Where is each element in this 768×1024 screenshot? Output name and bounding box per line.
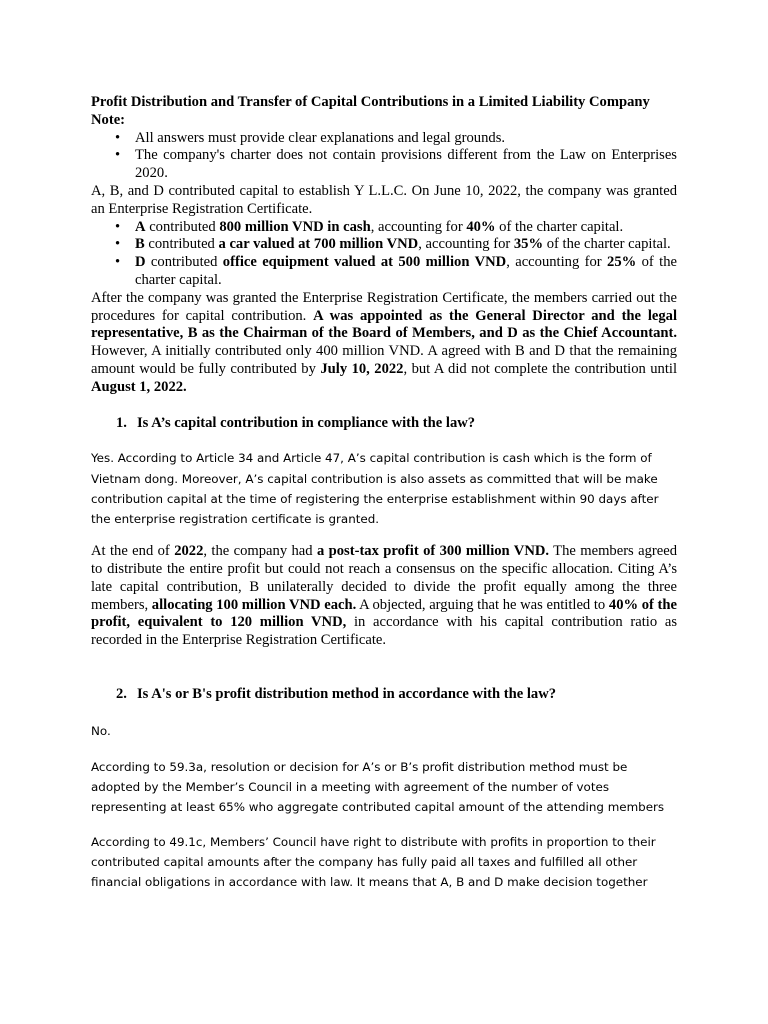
- contribution-item: • D contributed office equipment valued at 500 million VND, accounting for 25% of the charter capital.: [91, 254, 677, 290]
- document-page: [91, 94, 677, 892]
- note-list: [91, 130, 677, 183]
- note-item: • All answers must provide clear explanations and legal grounds.: [91, 130, 677, 148]
- facts-paragraph: After the company was granted the Enterprise Registration Certificate, the members carried out the procedures for capital contribution. A was appointed as the General Director and the legal representative, B as the Chairman of the Board of Members, and D as the Chief Accountant. However, A initially contributed only 400 million VND. A agreed with B and D that the remaining amount would be fully contributed by July 10, 2022, but A did not complete the contribution until August 1, 2022.: [91, 289, 678, 395]
- note-item: • The company's charter does not contain provisions different from the Law on Enterprises 2020.: [91, 147, 677, 183]
- answer-1: Yes. According to Article 34 and Article 47, A’s capital contribution is cash which is the form of Vietnam dong. Moreover, A’s capital contribution is also assets as committed that will be make contribution capital at the time of registering the enterprise establishment within 90 days after the enterprise registration certificate is granted.: [91, 451, 659, 526]
- contribution-list: [91, 219, 677, 290]
- question-2: 2. Is A's or B's profit distribution method in accordance with the law?: [116, 685, 557, 702]
- intro-paragraph: A, B, and D contributed capital to establish Y L.L.C. On June 10, 2022, the company was granted an Enterprise Registration Certificate.: [91, 182, 677, 217]
- answer-2-paragraph: According to 59.3a, resolution or decision for A’s or B’s profit distribution method must be adopted by the Member’s Council in a meeting with agreement of the number of votes representing at least 65% who aggregate contributed capital amount of the attending members: [91, 759, 665, 815]
- question-1: 1. Is A’s capital contribution in compliance with the law?: [116, 414, 476, 431]
- note-label: Note:: [91, 111, 126, 128]
- document-title: Profit Distribution and Transfer of Capital Contributions in a Limited Liability Company: [91, 94, 650, 110]
- contribution-item: • A contributed 800 million VND in cash, accounting for 40% of the charter capital.: [91, 219, 677, 237]
- answer-2-paragraph: According to 49.1c, Members’ Council have right to distribute with profits in proportion to their contributed capital amounts after the company has fully paid all taxes and fulfilled all other financial obligations in accordance with law. It means that A, B and D make decision together: [91, 834, 656, 889]
- contribution-item: • B contributed a car valued at 700 million VND, accounting for 35% of the charter capital.: [91, 236, 677, 254]
- answer-2-short: No.: [91, 723, 111, 738]
- profit-paragraph: At the end of 2022, the company had a post-tax profit of 300 million VND. The members agreed to distribute the entire profit but could not reach a consensus on the specific allocation. Citing A’s late capital contribution, B unilaterally decided to divide the profit equally among the three members, allocating 100 million VND each. A objected, arguing that he was entitled to 40% of the profit, equivalent to 120 million VND, in accordance with his capital contribution ratio as recorded in the Enterprise Registration Certificate.: [91, 543, 677, 649]
